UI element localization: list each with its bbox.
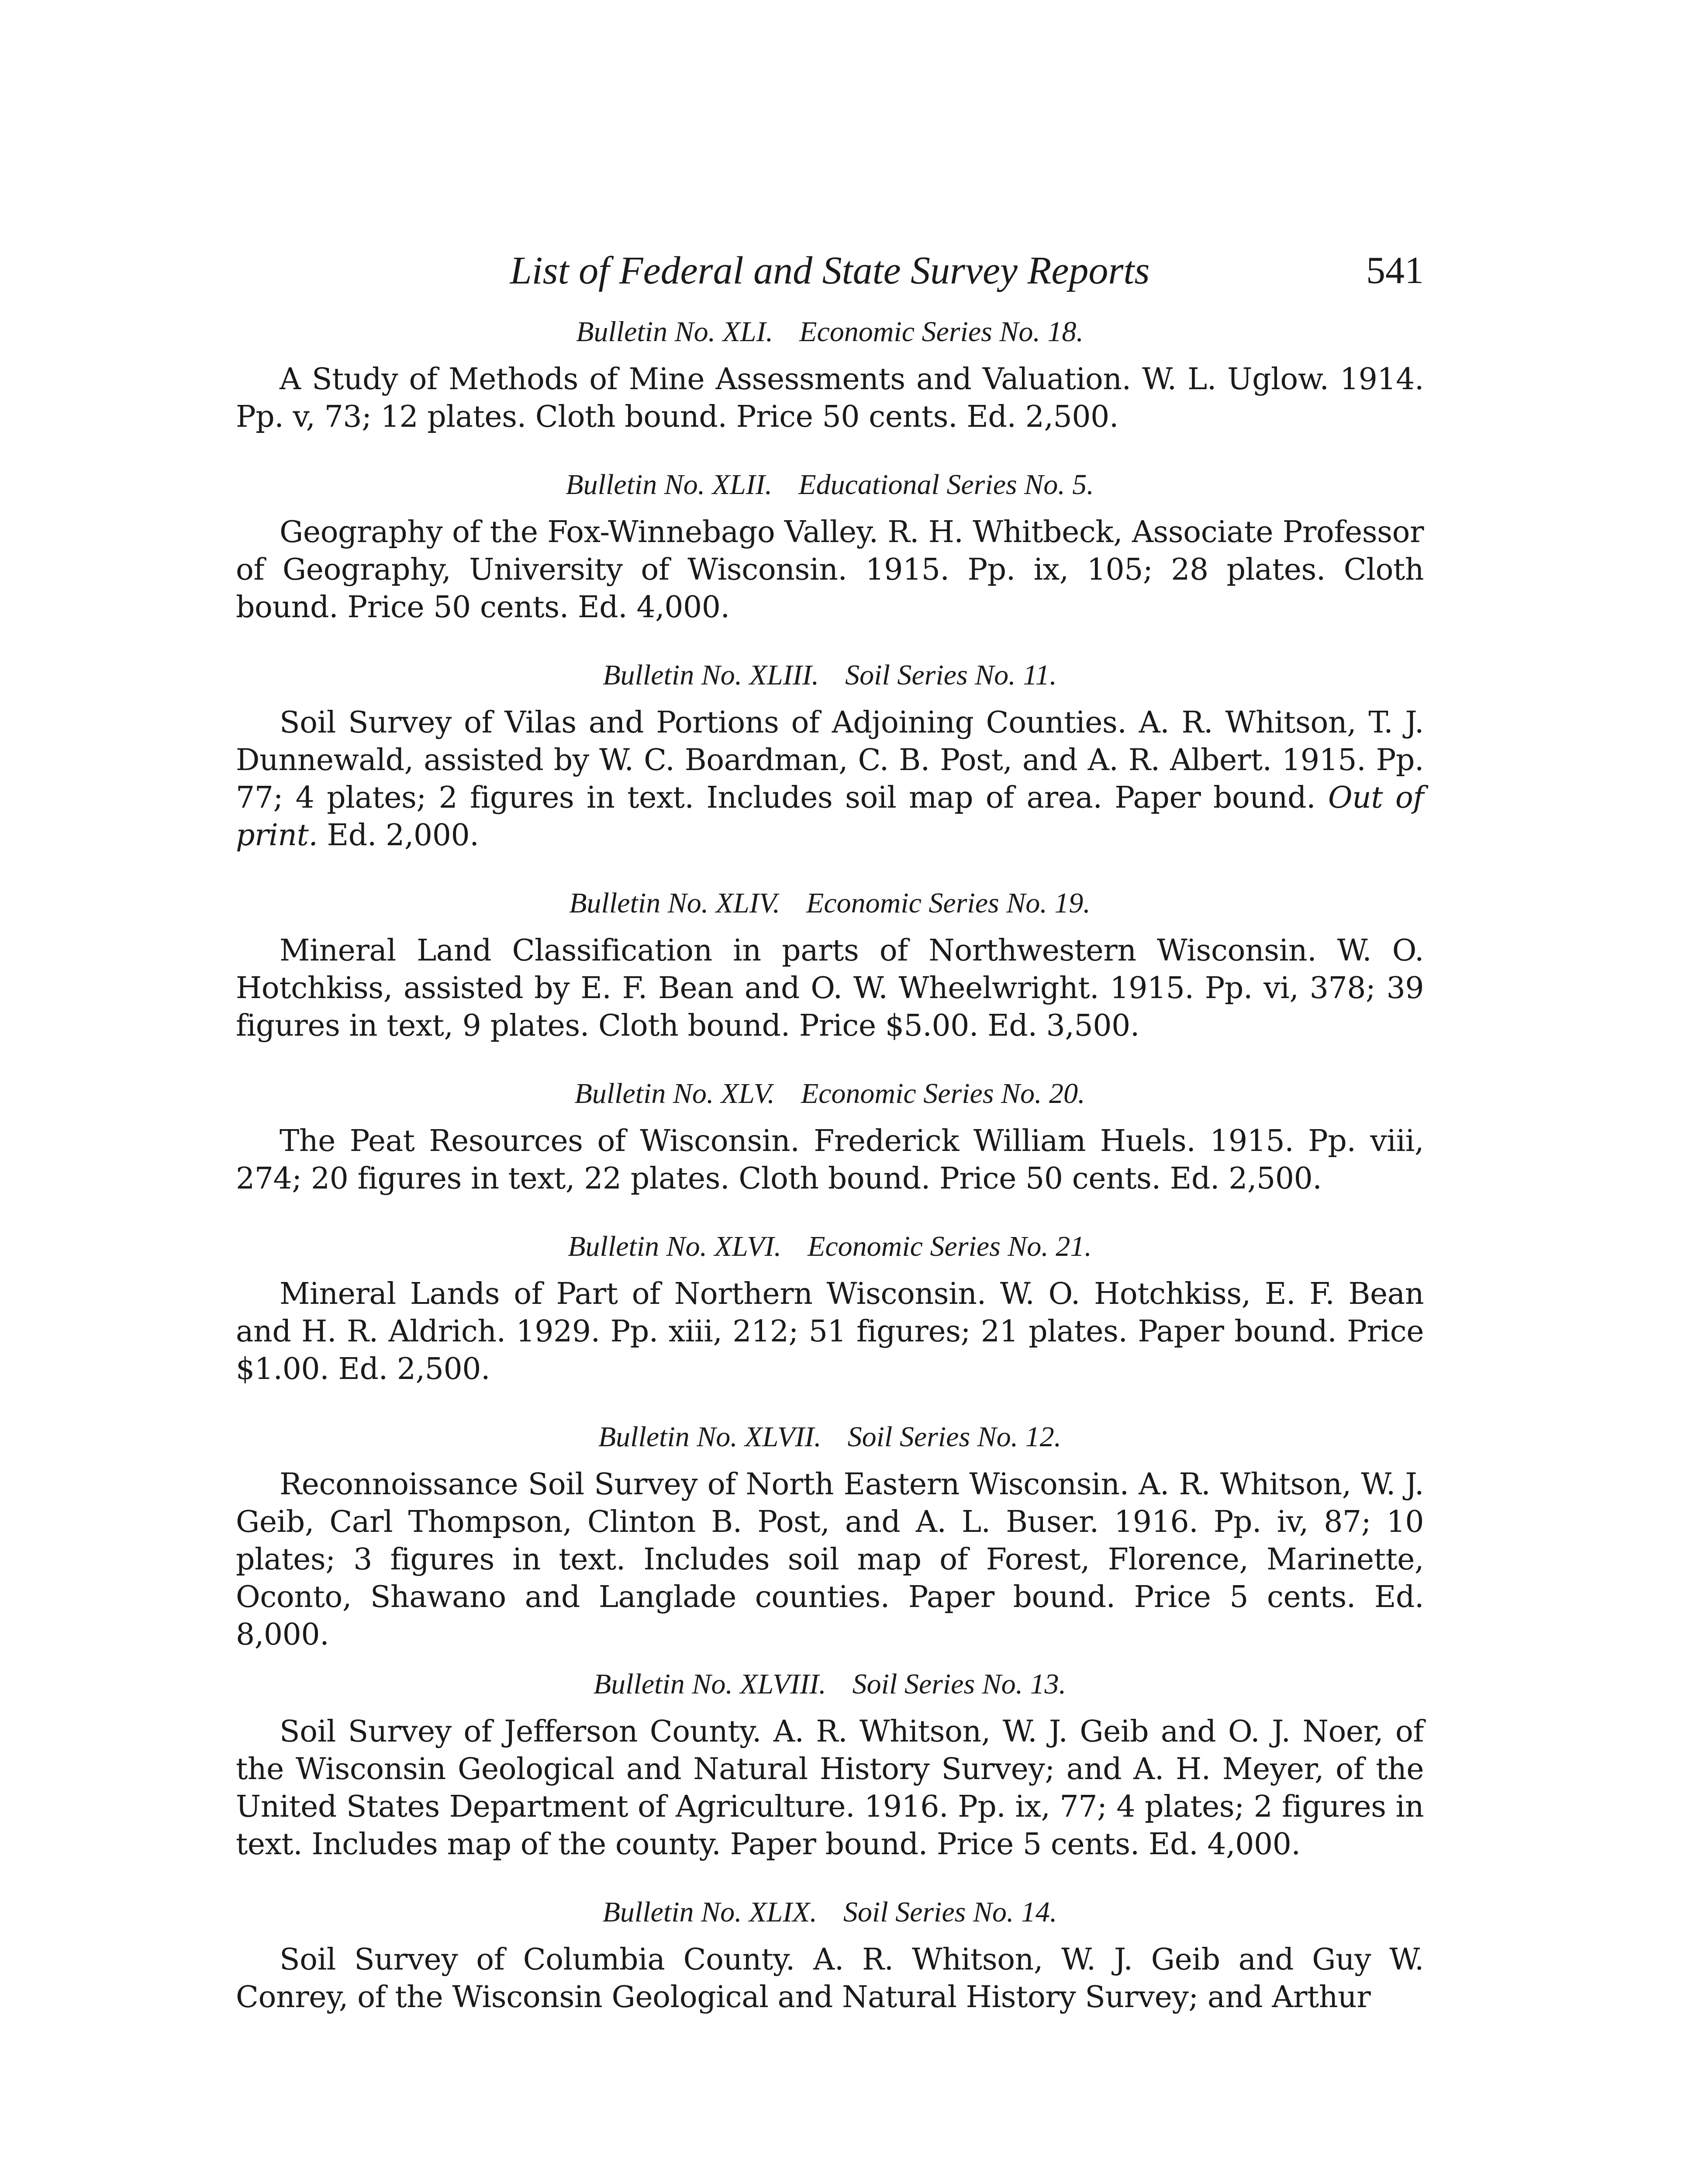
bulletin-heading [236, 658, 1424, 693]
bulletin-description: A Study of Methods of Mine Assessments and Valuation. W. L. Uglow. 1914. Pp. v, 73; 12 plates. Cloth bound. Price 50 cents. Ed. 2,500. [236, 362, 1424, 434]
bulletin-entry [236, 1667, 1424, 1863]
running-title: List of Federal and State Survey Reports [510, 249, 1150, 292]
bulletin-entry [236, 1076, 1424, 1198]
bulletin-heading [236, 1420, 1424, 1455]
bulletin-entry [236, 314, 1424, 436]
bulletin-heading [236, 1895, 1424, 1930]
edition-text: Ed. 2,000. [327, 818, 479, 853]
out-of-print-note: Out of print. [236, 781, 1424, 853]
page-number: 541 [1366, 249, 1424, 292]
series-label: Soil Series No. 14. [843, 1896, 1057, 1928]
description-text: Soil Survey of Vilas and Portions of Adjoining Counties. A. R. Whitson, T. J. Dunnewald, assisted by W. C. Boardman, C. B. Post, and A. R. Albert. 1915. Pp. 77; 4 plates; 2 figures in text. Includes soil map of area. Paper bound. [236, 705, 1424, 815]
bulletin-number: Bulletin No. XLIX. [602, 1896, 817, 1928]
bulletin-entry [236, 658, 1424, 854]
bulletin-description [236, 704, 1424, 854]
bulletin-number: Bulletin No. XLVII. [598, 1421, 822, 1453]
series-label: Economic Series No. 20. [801, 1078, 1085, 1109]
bulletin-description: Soil Survey of Columbia County. A. R. Whitson, W. J. Geib and Guy W. Conrey, of the Wisconsin Geological and Natural History Survey; and Arthur [236, 1942, 1424, 2015]
series-label: Soil Series No. 11. [845, 659, 1057, 691]
bulletin-heading [236, 1229, 1424, 1264]
series-label: Economic Series No. 19. [806, 887, 1091, 919]
bulletin-entry [236, 467, 1424, 626]
bulletin-number: Bulletin No. XLVIII. [593, 1668, 826, 1700]
bulletin-heading [236, 467, 1424, 502]
bulletin-heading [236, 1667, 1424, 1702]
bulletin-description: Soil Survey of Jefferson County. A. R. Whitson, W. J. Geib and O. J. Noer, of the Wisconsin Geological and Natural History Survey; and A. H. Meyer, of the United States Department of Agriculture. 1916. Pp. ix, 77; 4 plates; 2 figures in text. Includes map of the county. Paper bound. Price 5 cents. Ed. 4,000. [236, 1714, 1424, 1862]
document-page [236, 245, 1424, 2048]
bulletin-description: Reconnoissance Soil Survey of North Eastern Wisconsin. A. R. Whitson, W. J. Geib, Carl Thompson, Clinton B. Post, and A. L. Buser. 1916. Pp. iv, 87; 10 plates; 3 figures in text. Includes soil map of Forest, Florence, Marinette, Oconto, Shawano and Langlade counties. Paper bound. Price 5 cents. Ed. 8,000. [236, 1467, 1424, 1652]
bulletin-description: Mineral Land Classification in parts of Northwestern Wisconsin. W. O. Hotchkiss, assisted by E. F. Bean and O. W. Wheelwright. 1915. Pp. vi, 378; 39 figures in text, 9 plates. Cloth bound. Price $5.00. Ed. 3,500. [236, 933, 1424, 1043]
bulletin-number: Bulletin No. XLV. [574, 1078, 775, 1109]
bulletin-heading [236, 1076, 1424, 1111]
series-label: Economic Series No. 21. [808, 1230, 1092, 1262]
bulletin-heading [236, 314, 1424, 349]
bulletin-number: Bulletin No. XLIII. [603, 659, 819, 691]
bulletin-number: Bulletin No. XLI. [576, 316, 773, 348]
bulletin-entry [236, 1895, 1424, 2016]
series-label: Soil Series No. 13. [852, 1668, 1067, 1700]
bulletin-description: The Peat Resources of Wisconsin. Frederick William Huels. 1915. Pp. viii, 274; 20 figures in text, 22 plates. Cloth bound. Price 50 cents. Ed. 2,500. [236, 1124, 1424, 1196]
bulletin-number: Bulletin No. XLIV. [569, 887, 780, 919]
running-head [236, 245, 1424, 297]
bulletin-entry [236, 1229, 1424, 1388]
bulletin-number: Bulletin No. XLVI. [568, 1230, 782, 1262]
series-label: Economic Series No. 18. [799, 316, 1084, 348]
bulletin-number: Bulletin No. XLII. [566, 469, 773, 501]
bulletin-entry [236, 886, 1424, 1045]
bulletin-entry [236, 1420, 1424, 1654]
bulletin-description: Geography of the Fox-Winnebago Valley. R. H. Whitbeck, Associate Professor of Geography, University of Wisconsin. 1915. Pp. ix, 105; 28 plates. Cloth bound. Price 50 cents. Ed. 4,000. [236, 515, 1424, 625]
bulletin-description: Mineral Lands of Part of Northern Wisconsin. W. O. Hotchkiss, E. F. Bean and H. R. Aldrich. 1929. Pp. xiii, 212; 51 figures; 21 plates. Paper bound. Price $1.00. Ed. 2,500. [236, 1277, 1424, 1386]
series-label: Soil Series No. 12. [847, 1421, 1062, 1453]
series-label: Educational Series No. 5. [798, 469, 1094, 501]
bulletin-heading [236, 886, 1424, 921]
